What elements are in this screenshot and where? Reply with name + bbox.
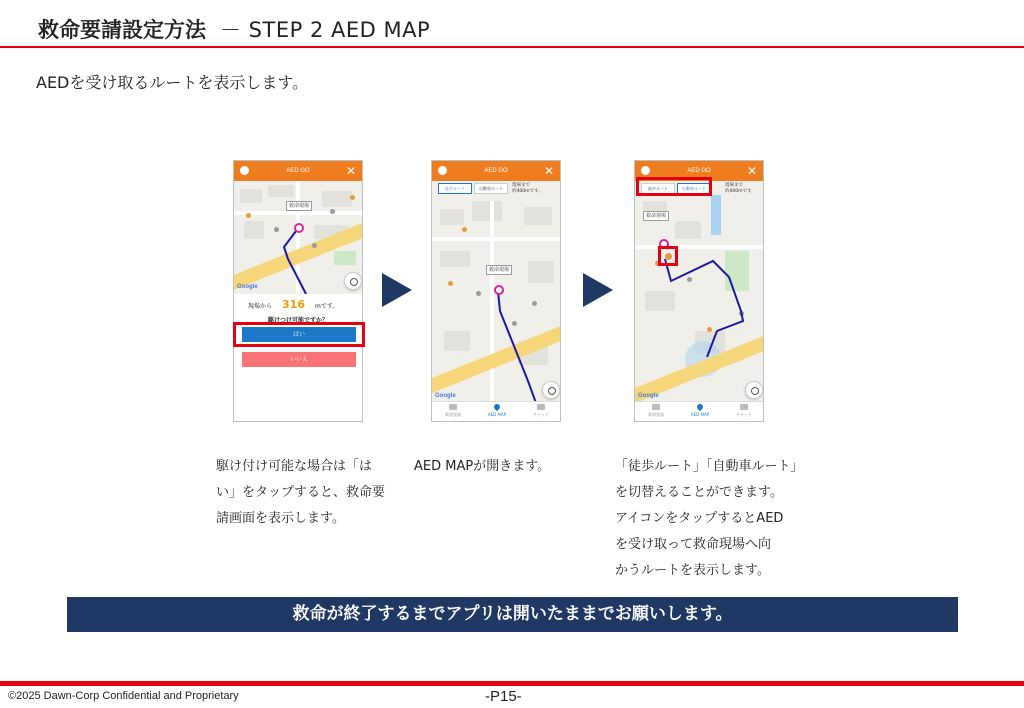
caption-line: AED MAPが開きます。 <box>414 459 551 474</box>
confirm-question: 駆けつけ可能ですか？ <box>267 317 328 324</box>
highlight-aed-icon-frame <box>658 246 678 266</box>
distance-prefix: 現場から <box>248 303 273 310</box>
title-divider <box>0 46 1024 48</box>
confirm-sheet <box>234 294 362 422</box>
map-label: 救命現場 <box>486 265 512 275</box>
eta-line-2: 約400mです。 <box>512 189 543 194</box>
highlight-route-tabs-frame <box>636 177 712 196</box>
tab-label: チャット <box>533 412 549 417</box>
bottom-tabbar <box>432 401 560 421</box>
footer-divider <box>0 681 1024 686</box>
no-button[interactable]: いいえ <box>242 352 356 367</box>
scene-pin-icon[interactable] <box>294 223 304 233</box>
tab-label: 救命要請 <box>445 412 461 417</box>
route-tabs <box>438 183 508 195</box>
app-title: AED GO <box>687 168 711 174</box>
yes-button[interactable]: はい <box>242 327 356 342</box>
eta-line-1: 現場まで <box>512 183 530 188</box>
scene-pin-icon[interactable] <box>494 285 504 295</box>
distance-value: 316 <box>282 298 305 311</box>
caption-step-2 <box>414 454 584 480</box>
locate-icon[interactable] <box>344 272 362 290</box>
rescue-icon <box>652 404 660 410</box>
tab-label: AED MAP <box>690 412 710 417</box>
page-title-step: － STEP 2 AED MAP <box>220 18 431 42</box>
bottom-tabbar <box>635 401 763 421</box>
tab-label: チャット <box>736 412 752 417</box>
walk-route-tab[interactable]: 徒歩ルート <box>641 183 675 194</box>
tab-rescue[interactable] <box>436 404 470 418</box>
notice-banner: 救命が終了するまでアプリは開いたままでお願いします。 <box>67 597 958 632</box>
locate-icon[interactable] <box>542 381 560 399</box>
map-label: 救命現場 <box>643 211 669 221</box>
map-pin-icon <box>493 403 501 411</box>
map-pin-icon <box>696 403 704 411</box>
caption-line: を受け取って救命現場へ向 <box>615 537 772 552</box>
highlight-yes-frame <box>233 322 365 347</box>
google-logo: Google <box>638 393 659 399</box>
tab-label: 救命要請 <box>648 412 664 417</box>
eta-text <box>512 183 543 195</box>
walk-route-tab[interactable]: 徒歩ルート <box>438 183 472 194</box>
locate-icon[interactable] <box>745 381 763 399</box>
app-header <box>432 161 560 181</box>
page-title <box>38 14 430 44</box>
caption-line: 「徒歩ルート」「自動車ルート」 <box>615 459 804 474</box>
app-title: AED GO <box>484 168 508 174</box>
distance-text <box>248 298 338 311</box>
close-icon[interactable]: ✕ <box>746 164 757 178</box>
app-title: AED GO <box>286 168 310 174</box>
chat-icon <box>537 404 545 410</box>
eta-line-1: 現場まで <box>725 183 743 188</box>
phone-screen-2 <box>431 160 561 422</box>
step-arrow-1 <box>382 273 412 307</box>
copyright-text: ©2025 Dawn-Corp Confidential and Proprietary <box>8 690 239 702</box>
caption-line: 駆け付け可能な場合は「は <box>216 459 373 474</box>
map-view[interactable] <box>432 181 560 403</box>
caption-line: 請画面を表示します。 <box>216 511 345 526</box>
page-subtitle: AEDを受け取るルートを表示します。 <box>36 73 309 92</box>
tab-chat[interactable] <box>727 404 761 418</box>
page-title-main: 救命要請設定方法 <box>38 18 206 42</box>
tab-aed-map[interactable] <box>683 404 717 417</box>
tab-chat[interactable] <box>524 404 558 418</box>
rescue-icon <box>449 404 457 410</box>
caption-step-1 <box>216 454 386 532</box>
google-logo: Google <box>237 284 258 290</box>
eta-text <box>725 183 756 195</box>
car-route-tab[interactable]: 自動車ルート <box>474 183 508 194</box>
google-logo: Google <box>435 393 456 399</box>
car-route-tab[interactable]: 自動車ルート <box>677 183 711 194</box>
phone-screen-1 <box>233 160 363 422</box>
map-label: 救命現場 <box>286 201 312 211</box>
map-view[interactable] <box>234 181 362 294</box>
tab-aed-map[interactable] <box>480 404 514 417</box>
step-arrow-2 <box>583 273 613 307</box>
tab-rescue[interactable] <box>639 404 673 418</box>
user-icon[interactable] <box>240 166 249 175</box>
chat-icon <box>740 404 748 410</box>
user-icon[interactable] <box>641 166 650 175</box>
distance-suffix: mです。 <box>314 303 339 310</box>
close-icon[interactable]: ✕ <box>543 164 554 178</box>
caption-step-3 <box>615 454 815 584</box>
tab-label: AED MAP <box>487 412 507 417</box>
caption-line: かうルートを表示します。 <box>615 563 770 578</box>
page-number: -P15- <box>485 688 522 705</box>
caption-line: アイコンをタップするとAED <box>615 511 784 526</box>
user-icon[interactable] <box>438 166 447 175</box>
eta-line-2: 約400mです。 <box>725 189 756 194</box>
caption-line: を切替えることができます。 <box>615 485 783 500</box>
app-header <box>234 161 362 181</box>
map-view[interactable] <box>635 181 763 403</box>
phone-screen-3 <box>634 160 764 422</box>
close-icon[interactable]: ✕ <box>345 164 356 178</box>
caption-line: い」をタップすると、救命要 <box>216 485 386 500</box>
